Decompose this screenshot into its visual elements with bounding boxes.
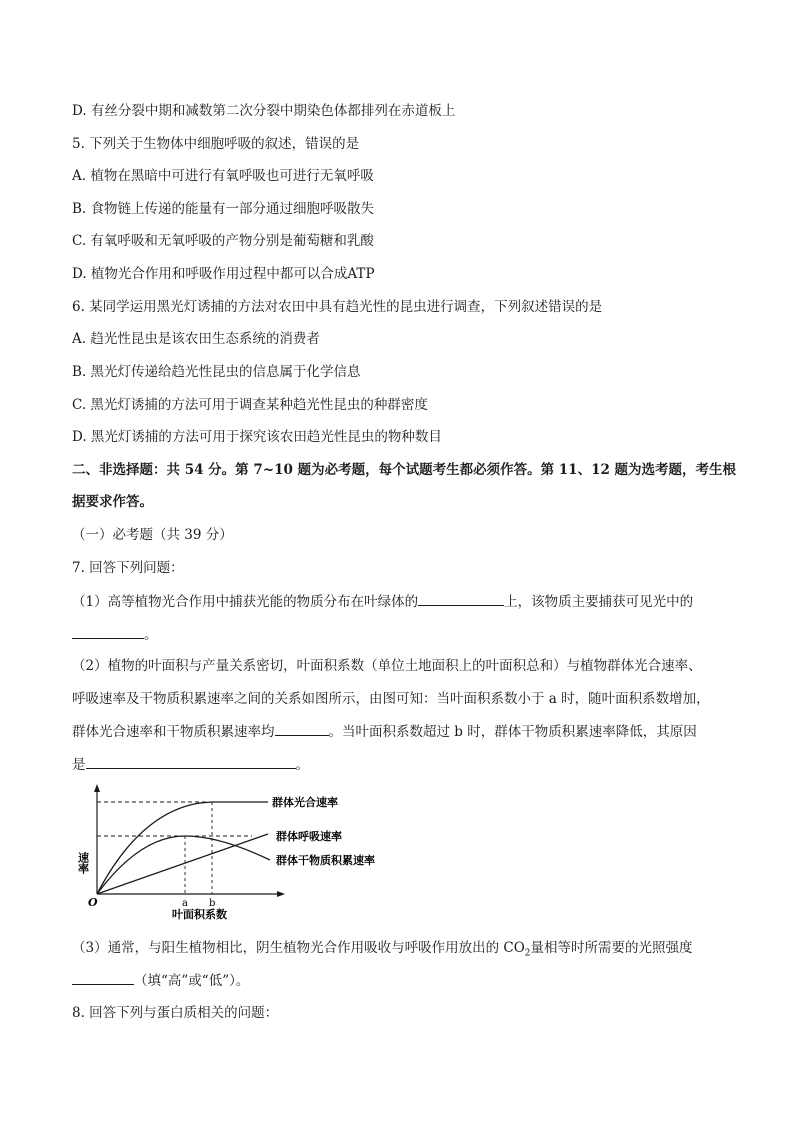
origin-label: O — [88, 896, 98, 909]
q7-part1-line1 — [72, 591, 693, 612]
q7-p1-text-a: （1）高等植物光合作用中捕获光能的物质分布在叶绿体的 — [72, 594, 419, 610]
q6-option-c: C. 黑光灯诱捕的方法可用于调查某种趋光性昆虫的种群密度 — [72, 397, 428, 413]
x-axis-label: 叶面积系数 — [172, 908, 227, 921]
x-axis-arrow — [277, 891, 285, 897]
answer-blank-5[interactable] — [72, 970, 134, 985]
q7-part2-line2: 呼吸速率及干物质积累速率之间的关系如图所示，由图可知：当叶面积系数小于 a 时，随叶面积系数增加， — [72, 691, 710, 707]
q7-part1-line2 — [72, 624, 158, 645]
answer-blank-1[interactable] — [418, 591, 504, 606]
q6-option-d: D. 黑光灯诱捕的方法可用于探究该农田趋光性昆虫的物种数目 — [72, 429, 442, 445]
q5-stem: 5. 下列关于生物体中细胞呼吸的叙述，错误的是 — [72, 136, 360, 152]
q5-option-c: C. 有氧呼吸和无氧呼吸的产物分别是葡萄糖和乳酸 — [72, 233, 374, 249]
q7-p3-text-a: （3）通常，与阳生植物相比，阴生植物光合作用吸收与呼吸作用放出的 CO — [72, 940, 525, 956]
q7-p2-text-a: 群体光合速率和干物质积累速率均 — [72, 724, 275, 740]
answer-blank-3[interactable] — [275, 721, 329, 736]
q6-option-a: A. 趋光性昆虫是该农田生态系统的消费者 — [72, 331, 320, 347]
section2-line1: 二、非选择题：共 54 分。第 7~10 题为必考题，每个试题考生都必须作答。第 11、12 题为选考题，考生根 — [72, 462, 737, 478]
label-photosynthesis: 群体光合速率 — [272, 796, 338, 809]
q7-p1-end: 。 — [144, 627, 158, 643]
q5-option-a: A. 植物在黑暗中可进行有氧呼吸也可进行无氧呼吸 — [72, 168, 374, 184]
q7-p1-text-b: 上，该物质主要捕获可见光中的 — [504, 594, 694, 610]
q4-option-d: D. 有丝分裂中期和减数第二次分裂中期染色体都排列在赤道板上 — [72, 103, 456, 119]
y-axis-label: 速率 — [76, 852, 90, 874]
y-axis-arrow — [94, 784, 100, 792]
q5-option-b: B. 食物链上传递的能量有一部分通过细胞呼吸散失 — [72, 201, 375, 217]
q6-stem: 6. 某同学运用黑光灯诱捕的方法对农田中具有趋光性的昆虫进行调查，下列叙述错误的是 — [72, 299, 603, 315]
label-dry-matter: 群体干物质积累速率 — [276, 854, 375, 867]
tick-b: b — [209, 898, 216, 909]
q7-p3-text-c: （填“高”或“低”）。 — [134, 973, 250, 989]
q7-part2-line1: （2）植物的叶面积与产量关系密切，叶面积系数（单位土地面积上的叶面积总和）与植物群体光合速率、 — [72, 658, 702, 674]
q7-stem: 7. 回答下列问题： — [72, 560, 184, 576]
answer-blank-2[interactable] — [72, 624, 144, 639]
q7-part3-line2 — [72, 970, 249, 991]
section2-line2: 据要求作答。 — [72, 494, 153, 510]
q7-p2-text-c: 是 — [72, 757, 86, 773]
required-heading: （一）必考题（共 39 分） — [72, 527, 233, 543]
rate-chart — [76, 782, 400, 922]
q7-part3-line1 — [72, 938, 693, 964]
q7-part2-line4 — [72, 754, 309, 775]
co2-subscript: 2 — [524, 948, 531, 959]
q8-stem: 8. 回答下列与蛋白质相关的问题： — [72, 1005, 279, 1021]
answer-blank-4[interactable] — [86, 754, 296, 769]
q6-option-b: B. 黑光灯传递给趋光性昆虫的信息属于化学信息 — [72, 364, 361, 380]
label-respiration: 群体呼吸速率 — [276, 830, 342, 843]
q7-p3-text-b: 量相等时所需要的光照强度 — [530, 940, 693, 956]
q7-p2-end: 。 — [295, 757, 309, 773]
q7-part2-line3 — [72, 721, 697, 742]
q5-option-d: D. 植物光合作用和呼吸作用过程中都可以合成ATP — [72, 266, 375, 282]
q7-p2-text-b: 。当叶面积系数超过 b 时，群体干物质积累速率降低，其原因 — [328, 724, 697, 740]
tick-a: a — [182, 898, 188, 909]
